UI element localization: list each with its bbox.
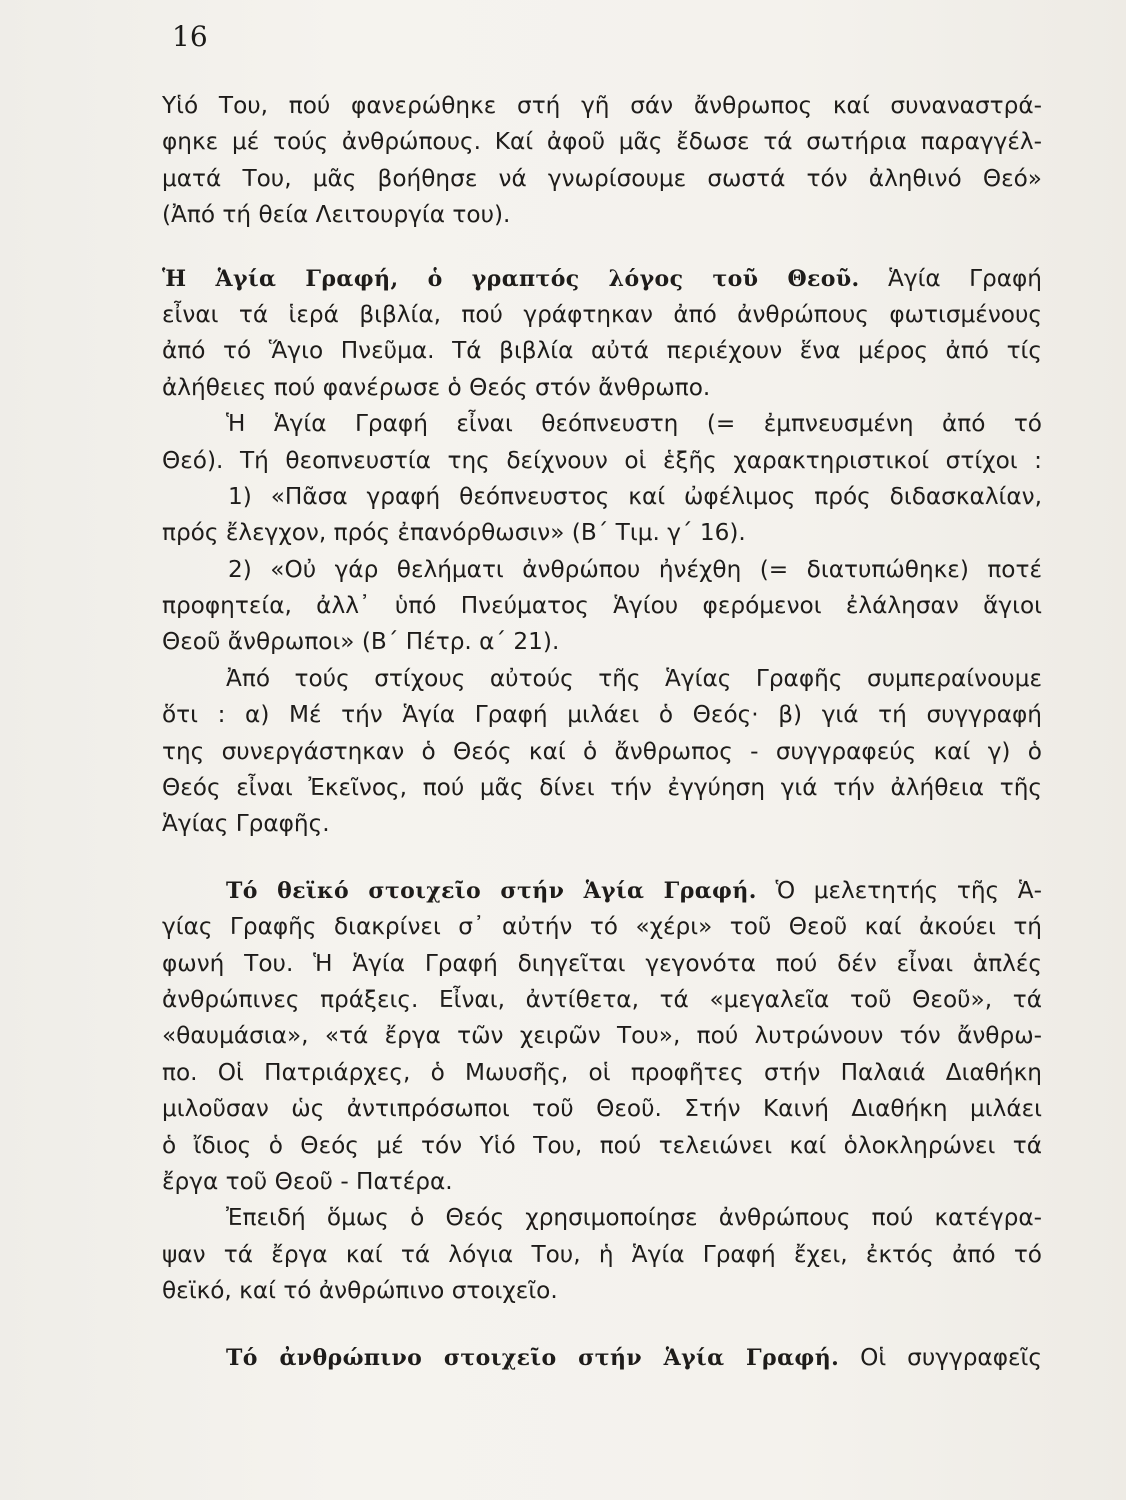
text-line: εἶναι τά ἱερά βιβλία, πού γράφτηκαν ἀπό ἀνθρώπους φωτισμένους <box>162 300 1042 328</box>
text-line: Ἐπειδή ὅμως ὁ Θεός χρησιμοποίησε ἀνθρώπους πού κατέγρα- <box>226 1204 1042 1232</box>
heading-continuation: Ἁγία Γραφή <box>887 264 1042 292</box>
text-line: ἀλήθειες πού φανέρωσε ὁ Θεός στόν ἄνθρωπο. <box>162 373 711 401</box>
text-line: Ἡ Ἁγία Γραφή εἶναι θεόπνευστη (= ἐμπνευσμένη ἀπό τό <box>226 410 1042 438</box>
section-divine-element <box>162 873 1042 1310</box>
text-line: Υἱό Του, πού φανερώθηκε στή γῆ σάν ἄνθρωπος καί συναναστρά- <box>162 92 1042 119</box>
quote-line: πρός ἔλεγχον, πρός ἐπανόρθωσιν» (Β΄ Τιμ. γ΄ 16). <box>162 519 746 547</box>
text-line: ὁ ἴδιος ὁ Θεός μέ τόν Υἱό Του, πού τελειώνει καί ὁλοκληρώνει τά <box>162 1131 1042 1159</box>
quote-line: 1) «Πᾶσα γραφή θεόπνευστος καί ὠφέλιμος πρός διδασκαλίαν, <box>228 482 1042 510</box>
text-line: (Ἀπό τή θεία Λειτουργία του). <box>162 201 511 229</box>
text-line: Θεό). Τή θεοπνευστία της δείχνουν οἱ ἑξῆς χαρακτηριστικοί στίχοι : <box>162 446 1042 474</box>
text-line: ἀνθρώπινες πράξεις. Εἶναι, ἀντίθετα, τά «μεγαλεῖα τοῦ Θεοῦ», τά <box>162 985 1042 1013</box>
section-holy-scripture <box>162 261 1042 843</box>
section-human-element <box>162 1340 1042 1376</box>
text-line: Ἁγίας Γραφῆς. <box>162 810 330 838</box>
section-first-line <box>162 1340 1042 1376</box>
text-line: ἀπό τό Ἅγιο Πνεῦμα. Τά βιβλία αὐτά περιέχουν ἕνα μέρος ἀπό τίς <box>162 337 1042 365</box>
heading-continuation: Ὁ μελετητής τῆς Ἁ- <box>775 876 1042 904</box>
text-line: γίας Γραφῆς διακρίνει σ᾽ αὐτήν τό «χέρι» τοῦ Θεοῦ καί ἀκούει τή <box>162 913 1042 941</box>
spacer <box>162 1310 1042 1340</box>
text-line: Θεός εἶναι Ἐκεῖνος, πού μᾶς δίνει τήν ἐγγύηση γιά τήν ἀλήθεια τῆς <box>162 774 1042 802</box>
spacer <box>162 234 1042 261</box>
section-heading: Τό ἀνθρώπινο στοιχεῖο στήν Ἁγία Γραφή. <box>226 1344 840 1371</box>
page-number: 16 <box>172 20 208 53</box>
spacer <box>162 843 1042 873</box>
section-heading: Ἡ Ἁγία Γραφή, ὁ γραπτός λόγος τοῦ Θεοῦ. <box>162 265 860 292</box>
text-line: της συνεργάστηκαν ὁ Θεός καί ὁ ἄνθρωπος - συγγραφεύς καί γ) ὁ <box>162 737 1042 765</box>
quote-line: 2) «Οὐ γάρ θελήματι ἀνθρώπου ἠνέχθη (= διατυπώθηκε) ποτέ <box>228 555 1042 583</box>
text-line: ἔργα τοῦ Θεοῦ - Πατέρα. <box>162 1167 453 1195</box>
text-body <box>162 88 1042 1376</box>
text-line: Ἀπό τούς στίχους αὐτούς τῆς Ἁγίας Γραφῆς συμπεραίνουμε <box>226 664 1042 692</box>
intro-paragraph <box>162 88 1042 234</box>
section-first-line <box>162 873 1042 909</box>
text-line: φηκε μέ τούς ἀνθρώπους. Καί ἀφοῦ μᾶς ἔδωσε τά σωτήρια παραγγέλ- <box>162 128 1042 156</box>
quote-line: προφητεία, ἀλλ᾽ ὑπό Πνεύματος Ἁγίου φερόμενοι ἐλάλησαν ἅγιοι <box>162 592 1042 620</box>
section-first-line <box>162 261 1042 297</box>
heading-continuation: Οἱ συγγραφεῖς <box>860 1343 1042 1371</box>
quote-line: Θεοῦ ἄνθρωποι» (Β΄ Πέτρ. α΄ 21). <box>162 628 560 656</box>
section-heading: Τό θεϊκό στοιχεῖο στήν Ἁγία Γραφή. <box>226 877 757 904</box>
text-line: πο. Οἱ Πατριάρχες, ὁ Μωυσῆς, οἱ προφῆτες στήν Παλαιά Διαθήκη <box>162 1058 1042 1086</box>
text-line: ὅτι : α) Μέ τήν Ἁγία Γραφή μιλάει ὁ Θεός· β) γιά τή συγγραφή <box>162 701 1042 729</box>
text-line: «θαυμάσια», «τά ἔργα τῶν χειρῶν Του», πού λυτρώνουν τόν ἄνθρω- <box>162 1022 1042 1050</box>
text-line: ψαν τά ἔργα καί τά λόγια Του, ἡ Ἁγία Γραφή ἔχει, ἐκτός ἀπό τό <box>162 1240 1042 1268</box>
text-line: φωνή Του. Ἡ Ἁγία Γραφή διηγεῖται γεγονότα πού δέν εἶναι ἁπλές <box>162 949 1042 977</box>
text-line: ματά Του, μᾶς βοήθησε νά γνωρίσουμε σωστά τόν ἀληθινό Θεό» <box>162 164 1042 192</box>
text-line: θεϊκό, καί τό ἀνθρώπινο στοιχεῖο. <box>162 1277 558 1305</box>
text-line: μιλοῦσαν ὡς ἀντιπρόσωποι τοῦ Θεοῦ. Στήν Καινή Διαθήκη μιλάει <box>162 1095 1042 1123</box>
